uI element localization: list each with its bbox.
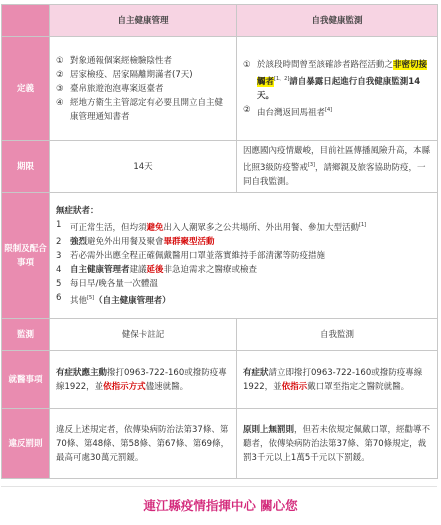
header-corner (2, 5, 50, 37)
column-header-self-monitoring: 自我健康監測 (237, 5, 438, 37)
restriction-item: 4 自主健康管理者建議延後非急迫需求之醫療或檢查 (56, 264, 258, 275)
footer-signature: 連江縣疫情指揮中心 關心您 (143, 498, 298, 513)
row-label-penalty: 違反罰則 (2, 409, 50, 479)
restriction-item: 6 其他[5]（自主健康管理者） (56, 292, 171, 306)
definition-self-management (50, 37, 237, 141)
period-self-monitoring: 因應國內疫情嚴峻，目前社區傳播風險升高，本縣比照3級防疫警戒[3]，請鄉親及旅客協助防疫，一同自我監測。 (237, 141, 438, 193)
definition-item: ① 對象通報個案經檢驗陰性者 (56, 55, 173, 66)
column-header-self-management: 自主健康管理 (50, 5, 237, 37)
row-label-definition: 定義 (2, 37, 50, 141)
definition-self-monitoring (237, 37, 438, 141)
definition-item: ③ 臺帛旅遊泡泡專案返臺者 (56, 83, 164, 94)
restriction-item: 2 強烈避免外出用餐及聚會畢群聚型活動 (56, 236, 215, 247)
definition-item: ① 於該段時間曾至該確診者路徑活動之非密切接觸者[1、2]請自暴露日起進行自我健康監測14天。 (243, 59, 428, 101)
restriction-item: 5 每日早/晚各量一次體溫 (56, 278, 158, 289)
definition-item: ② 由台灣返回馬祖者[4] (243, 104, 333, 118)
penalty-self-monitoring: 原則上無罰則，但若未依規定佩戴口罩，經勸導不聽者，依傳染病防治法第37條、第70條規定，裁罰3千元以上1萬5千元以下罰鍰。 (237, 409, 438, 479)
row-label-period: 期限 (2, 141, 50, 193)
restrictions-title: 無症狀者： (56, 205, 99, 216)
bottom-divider (1, 486, 437, 487)
restrictions-content (50, 193, 438, 319)
medical-self-management: 有症狀應主動撥打0963-722-160或撥防疫專線1922，並依指示方式儘速就醫。 (50, 351, 237, 409)
definition-item: ④ 經地方衛生主管認定有必要且開立自主健康管理通知書者 (56, 97, 224, 122)
restriction-item: 1 可正常生活，但均須避免出入人潮眾多之公共場所、外出用餐、參加大型活動[1] (56, 219, 367, 233)
monitor-self-management: 健保卡註記 (50, 319, 237, 351)
row-label-monitor: 監測 (2, 319, 50, 351)
monitor-self-monitoring: 自我監測 (237, 319, 438, 351)
medical-self-monitoring: 有症狀請立即撥打0963-722-160或撥防疫專線1922，並依指示戴口罩至指定之醫院就醫。 (237, 351, 438, 409)
highlight-non-close-contact: 非密切接觸者 (257, 59, 428, 87)
definition-item: ② 居家檢疫、居家隔離期滿者(7天) (56, 69, 193, 80)
penalty-self-management: 違反上述規定者，依傳染病防治法第37條、第70條、第48條、第58條、第67條、第69條，最高可處30萬元罰鍰。 (50, 409, 237, 479)
health-management-table (1, 4, 438, 479)
row-label-medical: 就醫事項 (2, 351, 50, 409)
period-self-management: 14天 (50, 141, 237, 193)
restriction-item: 3 若必需外出應全程正確佩戴醫用口罩並落實維持手部清潔等防疫措施 (56, 250, 326, 261)
row-label-restrictions: 限制及配合事項 (2, 193, 50, 319)
